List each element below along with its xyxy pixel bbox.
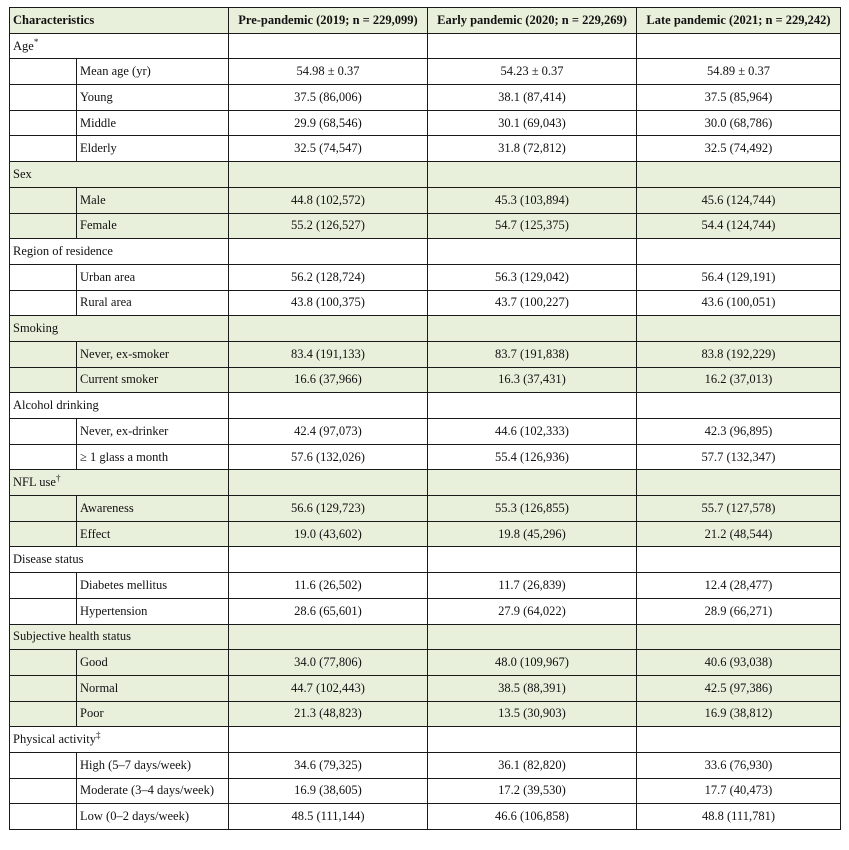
row-label: Middle bbox=[77, 110, 229, 136]
indent-cell bbox=[10, 650, 77, 676]
group-label bbox=[10, 727, 229, 753]
value-late-pandemic: 54.89 ± 0.37 bbox=[637, 59, 841, 85]
row-label: Female bbox=[77, 213, 229, 239]
row-label: Poor bbox=[77, 701, 229, 727]
value-pre-pandemic: 16.6 (37,966) bbox=[229, 367, 428, 393]
value-pre-pandemic: 37.5 (86,006) bbox=[229, 85, 428, 111]
value-early-pandemic: 54.7 (125,375) bbox=[428, 213, 637, 239]
header-characteristics: Characteristics bbox=[10, 8, 229, 34]
value-late-pandemic: 43.6 (100,051) bbox=[637, 290, 841, 316]
empty-cell bbox=[229, 470, 428, 496]
table-row bbox=[10, 598, 841, 624]
row-label: Normal bbox=[77, 675, 229, 701]
indent-cell bbox=[10, 110, 77, 136]
header-early-pandemic: Early pandemic (2020; n = 229,269) bbox=[428, 8, 637, 34]
empty-cell bbox=[428, 239, 637, 265]
value-late-pandemic: 33.6 (76,930) bbox=[637, 752, 841, 778]
value-pre-pandemic: 19.0 (43,602) bbox=[229, 521, 428, 547]
indent-cell bbox=[10, 701, 77, 727]
table-row bbox=[10, 573, 841, 599]
group-label-text: Age bbox=[13, 38, 34, 53]
value-late-pandemic: 32.5 (74,492) bbox=[637, 136, 841, 162]
row-label: Urban area bbox=[77, 264, 229, 290]
table-row bbox=[10, 650, 841, 676]
row-label: Never, ex-drinker bbox=[77, 419, 229, 445]
table-group-row bbox=[10, 470, 841, 496]
row-label: ≥ 1 glass a month bbox=[77, 444, 229, 470]
value-early-pandemic: 13.5 (30,903) bbox=[428, 701, 637, 727]
empty-cell bbox=[428, 162, 637, 188]
value-early-pandemic: 17.2 (39,530) bbox=[428, 778, 637, 804]
empty-cell bbox=[229, 624, 428, 650]
value-late-pandemic: 40.6 (93,038) bbox=[637, 650, 841, 676]
value-early-pandemic: 45.3 (103,894) bbox=[428, 187, 637, 213]
table-row bbox=[10, 85, 841, 111]
group-label-text: Sex bbox=[13, 166, 32, 181]
value-late-pandemic: 45.6 (124,744) bbox=[637, 187, 841, 213]
value-early-pandemic: 56.3 (129,042) bbox=[428, 264, 637, 290]
value-pre-pandemic: 32.5 (74,547) bbox=[229, 136, 428, 162]
indent-cell bbox=[10, 213, 77, 239]
table-group-row bbox=[10, 239, 841, 265]
table-header-row bbox=[10, 8, 841, 34]
footnote-marker: ‡ bbox=[95, 730, 101, 741]
empty-cell bbox=[428, 33, 637, 59]
indent-cell bbox=[10, 444, 77, 470]
group-label bbox=[10, 162, 229, 188]
table-row bbox=[10, 496, 841, 522]
table-row bbox=[10, 675, 841, 701]
table-row bbox=[10, 187, 841, 213]
table-row bbox=[10, 110, 841, 136]
table-group-row bbox=[10, 162, 841, 188]
empty-cell bbox=[428, 727, 637, 753]
group-label-text: Alcohol drinking bbox=[13, 398, 99, 413]
value-early-pandemic: 38.5 (88,391) bbox=[428, 675, 637, 701]
row-label: Mean age (yr) bbox=[77, 59, 229, 85]
indent-cell bbox=[10, 521, 77, 547]
table-group-row bbox=[10, 393, 841, 419]
footnote-marker: † bbox=[55, 473, 61, 484]
value-pre-pandemic: 43.8 (100,375) bbox=[229, 290, 428, 316]
value-pre-pandemic: 83.4 (191,133) bbox=[229, 341, 428, 367]
table-group-row bbox=[10, 727, 841, 753]
value-pre-pandemic: 48.5 (111,144) bbox=[229, 804, 428, 830]
indent-cell bbox=[10, 59, 77, 85]
row-label: Moderate (3–4 days/week) bbox=[77, 778, 229, 804]
group-label-text: Disease status bbox=[13, 552, 84, 567]
value-early-pandemic: 55.4 (126,936) bbox=[428, 444, 637, 470]
row-label: Awareness bbox=[77, 496, 229, 522]
table-row bbox=[10, 804, 841, 830]
empty-cell bbox=[637, 624, 841, 650]
value-early-pandemic: 27.9 (64,022) bbox=[428, 598, 637, 624]
value-late-pandemic: 17.7 (40,473) bbox=[637, 778, 841, 804]
indent-cell bbox=[10, 367, 77, 393]
table-row bbox=[10, 367, 841, 393]
empty-cell bbox=[229, 547, 428, 573]
value-late-pandemic: 42.3 (96,895) bbox=[637, 419, 841, 445]
indent-cell bbox=[10, 496, 77, 522]
value-pre-pandemic: 11.6 (26,502) bbox=[229, 573, 428, 599]
value-late-pandemic: 57.7 (132,347) bbox=[637, 444, 841, 470]
group-label-text: Subjective health status bbox=[13, 629, 132, 644]
value-late-pandemic: 30.0 (68,786) bbox=[637, 110, 841, 136]
header-late-pandemic: Late pandemic (2021; n = 229,242) bbox=[637, 8, 841, 34]
value-pre-pandemic: 34.0 (77,806) bbox=[229, 650, 428, 676]
empty-cell bbox=[428, 547, 637, 573]
table-row bbox=[10, 752, 841, 778]
row-label: Hypertension bbox=[77, 598, 229, 624]
header-pre-pandemic: Pre-pandemic (2019; n = 229,099) bbox=[229, 8, 428, 34]
value-early-pandemic: 30.1 (69,043) bbox=[428, 110, 637, 136]
row-label: Diabetes mellitus bbox=[77, 573, 229, 599]
row-label: Never, ex-smoker bbox=[77, 341, 229, 367]
indent-cell bbox=[10, 290, 77, 316]
value-early-pandemic: 19.8 (45,296) bbox=[428, 521, 637, 547]
group-label bbox=[10, 239, 229, 265]
value-pre-pandemic: 56.6 (129,723) bbox=[229, 496, 428, 522]
table-row bbox=[10, 136, 841, 162]
row-label: Effect bbox=[77, 521, 229, 547]
empty-cell bbox=[428, 393, 637, 419]
row-label: Good bbox=[77, 650, 229, 676]
value-pre-pandemic: 29.9 (68,546) bbox=[229, 110, 428, 136]
empty-cell bbox=[637, 393, 841, 419]
group-label bbox=[10, 393, 229, 419]
value-pre-pandemic: 55.2 (126,527) bbox=[229, 213, 428, 239]
table-group-row bbox=[10, 547, 841, 573]
value-early-pandemic: 44.6 (102,333) bbox=[428, 419, 637, 445]
value-pre-pandemic: 34.6 (79,325) bbox=[229, 752, 428, 778]
value-pre-pandemic: 21.3 (48,823) bbox=[229, 701, 428, 727]
empty-cell bbox=[637, 470, 841, 496]
value-late-pandemic: 54.4 (124,744) bbox=[637, 213, 841, 239]
group-label-text: NFL use bbox=[13, 475, 56, 490]
table-group-row bbox=[10, 316, 841, 342]
row-label: Young bbox=[77, 85, 229, 111]
table-group-row bbox=[10, 624, 841, 650]
value-late-pandemic: 56.4 (129,191) bbox=[637, 264, 841, 290]
empty-cell bbox=[229, 316, 428, 342]
table-row bbox=[10, 701, 841, 727]
value-early-pandemic: 55.3 (126,855) bbox=[428, 496, 637, 522]
row-label: High (5–7 days/week) bbox=[77, 752, 229, 778]
indent-cell bbox=[10, 804, 77, 830]
value-early-pandemic: 36.1 (82,820) bbox=[428, 752, 637, 778]
row-label: Rural area bbox=[77, 290, 229, 316]
empty-cell bbox=[229, 393, 428, 419]
value-early-pandemic: 38.1 (87,414) bbox=[428, 85, 637, 111]
footnote-marker: * bbox=[33, 36, 39, 47]
value-late-pandemic: 16.2 (37,013) bbox=[637, 367, 841, 393]
value-late-pandemic: 28.9 (66,271) bbox=[637, 598, 841, 624]
table-row bbox=[10, 59, 841, 85]
table-row bbox=[10, 521, 841, 547]
table-row bbox=[10, 264, 841, 290]
group-label bbox=[10, 33, 229, 59]
value-early-pandemic: 48.0 (109,967) bbox=[428, 650, 637, 676]
value-late-pandemic: 16.9 (38,812) bbox=[637, 701, 841, 727]
table-row bbox=[10, 290, 841, 316]
indent-cell bbox=[10, 573, 77, 599]
group-label bbox=[10, 624, 229, 650]
value-pre-pandemic: 42.4 (97,073) bbox=[229, 419, 428, 445]
value-early-pandemic: 54.23 ± 0.37 bbox=[428, 59, 637, 85]
indent-cell bbox=[10, 85, 77, 111]
empty-cell bbox=[428, 470, 637, 496]
value-early-pandemic: 43.7 (100,227) bbox=[428, 290, 637, 316]
empty-cell bbox=[637, 316, 841, 342]
empty-cell bbox=[428, 316, 637, 342]
value-pre-pandemic: 44.8 (102,572) bbox=[229, 187, 428, 213]
value-late-pandemic: 83.8 (192,229) bbox=[637, 341, 841, 367]
value-early-pandemic: 16.3 (37,431) bbox=[428, 367, 637, 393]
empty-cell bbox=[637, 33, 841, 59]
table-row bbox=[10, 419, 841, 445]
group-label-text: Region of residence bbox=[13, 244, 113, 259]
group-label-text: Smoking bbox=[13, 321, 59, 336]
value-late-pandemic: 21.2 (48,544) bbox=[637, 521, 841, 547]
row-label: Low (0–2 days/week) bbox=[77, 804, 229, 830]
empty-cell bbox=[229, 727, 428, 753]
indent-cell bbox=[10, 341, 77, 367]
value-early-pandemic: 46.6 (106,858) bbox=[428, 804, 637, 830]
group-label bbox=[10, 470, 229, 496]
value-pre-pandemic: 57.6 (132,026) bbox=[229, 444, 428, 470]
indent-cell bbox=[10, 752, 77, 778]
empty-cell bbox=[428, 624, 637, 650]
row-label: Male bbox=[77, 187, 229, 213]
empty-cell bbox=[637, 239, 841, 265]
value-early-pandemic: 31.8 (72,812) bbox=[428, 136, 637, 162]
indent-cell bbox=[10, 187, 77, 213]
table-body bbox=[10, 33, 841, 829]
table-row bbox=[10, 341, 841, 367]
table-row bbox=[10, 778, 841, 804]
value-pre-pandemic: 28.6 (65,601) bbox=[229, 598, 428, 624]
table-group-row bbox=[10, 33, 841, 59]
table-row bbox=[10, 444, 841, 470]
value-pre-pandemic: 54.98 ± 0.37 bbox=[229, 59, 428, 85]
indent-cell bbox=[10, 264, 77, 290]
value-early-pandemic: 83.7 (191,838) bbox=[428, 341, 637, 367]
indent-cell bbox=[10, 419, 77, 445]
characteristics-table bbox=[9, 7, 841, 830]
empty-cell bbox=[637, 547, 841, 573]
empty-cell bbox=[637, 162, 841, 188]
value-pre-pandemic: 44.7 (102,443) bbox=[229, 675, 428, 701]
value-pre-pandemic: 16.9 (38,605) bbox=[229, 778, 428, 804]
row-label: Current smoker bbox=[77, 367, 229, 393]
group-label bbox=[10, 316, 229, 342]
indent-cell bbox=[10, 598, 77, 624]
empty-cell bbox=[229, 33, 428, 59]
value-late-pandemic: 42.5 (97,386) bbox=[637, 675, 841, 701]
value-early-pandemic: 11.7 (26,839) bbox=[428, 573, 637, 599]
indent-cell bbox=[10, 675, 77, 701]
indent-cell bbox=[10, 778, 77, 804]
empty-cell bbox=[637, 727, 841, 753]
group-label-text: Physical activity bbox=[13, 732, 96, 747]
value-late-pandemic: 48.8 (111,781) bbox=[637, 804, 841, 830]
row-label: Elderly bbox=[77, 136, 229, 162]
value-late-pandemic: 55.7 (127,578) bbox=[637, 496, 841, 522]
value-pre-pandemic: 56.2 (128,724) bbox=[229, 264, 428, 290]
empty-cell bbox=[229, 162, 428, 188]
value-late-pandemic: 37.5 (85,964) bbox=[637, 85, 841, 111]
group-label bbox=[10, 547, 229, 573]
empty-cell bbox=[229, 239, 428, 265]
table-row bbox=[10, 213, 841, 239]
value-late-pandemic: 12.4 (28,477) bbox=[637, 573, 841, 599]
indent-cell bbox=[10, 136, 77, 162]
